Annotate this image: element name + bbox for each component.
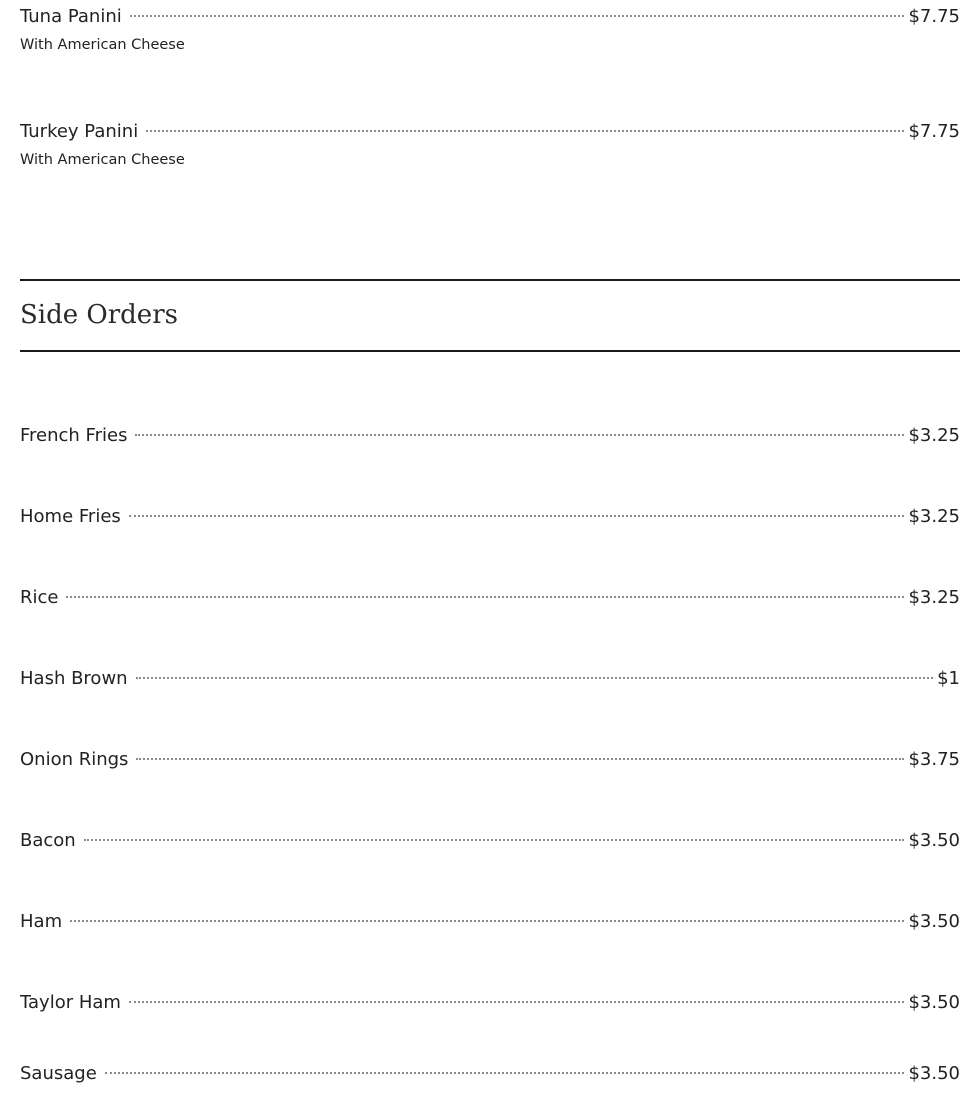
- section-top-rule: [20, 279, 960, 281]
- dot-leader: [129, 1001, 905, 1003]
- item-name: Taylor Ham: [20, 992, 121, 1013]
- menu-item-row: [20, 1059, 960, 1089]
- menu-item-row: [20, 907, 960, 937]
- item-name: French Fries: [20, 425, 128, 446]
- item-price: $3.25: [908, 425, 960, 446]
- item-name: Onion Rings: [20, 749, 129, 770]
- menu-item-row: [20, 826, 960, 856]
- item-price: $3.75: [908, 749, 960, 770]
- menu-item: [20, 117, 960, 168]
- menu-item: [20, 664, 960, 694]
- menu-item: [20, 502, 960, 532]
- dot-leader: [130, 15, 905, 17]
- dot-leader: [66, 596, 904, 598]
- menu-item: [20, 421, 960, 451]
- menu-item-row: [20, 664, 960, 694]
- item-description: With American Cheese: [20, 152, 185, 168]
- dot-leader: [70, 920, 904, 922]
- section-title: Side Orders: [20, 300, 178, 330]
- item-name: Home Fries: [20, 506, 121, 527]
- item-name: Ham: [20, 911, 63, 932]
- item-price: $3.50: [908, 911, 960, 932]
- menu-item: [20, 583, 960, 613]
- item-description: With American Cheese: [20, 37, 185, 53]
- dot-leader: [136, 677, 934, 679]
- menu-item: [20, 2, 960, 53]
- item-price: $3.50: [908, 1063, 960, 1084]
- menu-item-row: [20, 988, 960, 1018]
- section-bottom-rule: [20, 350, 960, 352]
- menu-item-row: [20, 421, 960, 451]
- item-price: $7.75: [908, 121, 960, 142]
- item-name: Sausage: [20, 1063, 97, 1084]
- item-price: $1: [937, 668, 960, 689]
- item-price: $3.25: [908, 587, 960, 608]
- menu-item-row: [20, 583, 960, 613]
- menu-item-row: [20, 2, 960, 32]
- item-price: $3.25: [908, 506, 960, 527]
- dot-leader: [136, 758, 904, 760]
- dot-leader: [129, 515, 905, 517]
- item-price: $3.50: [908, 830, 960, 851]
- item-name: Turkey Panini: [20, 121, 139, 142]
- item-name: Hash Brown: [20, 668, 128, 689]
- item-name: Bacon: [20, 830, 76, 851]
- item-name: Rice: [20, 587, 59, 608]
- dot-leader: [135, 434, 904, 436]
- dot-leader: [84, 839, 905, 841]
- item-price: $3.50: [908, 992, 960, 1013]
- dot-leader: [105, 1072, 905, 1074]
- menu-item: [20, 1059, 960, 1089]
- menu-item-row: [20, 502, 960, 532]
- item-price: $7.75: [908, 6, 960, 27]
- menu-item-row: [20, 117, 960, 147]
- menu-item: [20, 826, 960, 856]
- menu-item: [20, 907, 960, 937]
- menu-page: [20, 0, 960, 1094]
- menu-item: [20, 745, 960, 775]
- dot-leader: [146, 130, 904, 132]
- item-name: Tuna Panini: [20, 6, 122, 27]
- menu-item-row: [20, 745, 960, 775]
- menu-item: [20, 988, 960, 1018]
